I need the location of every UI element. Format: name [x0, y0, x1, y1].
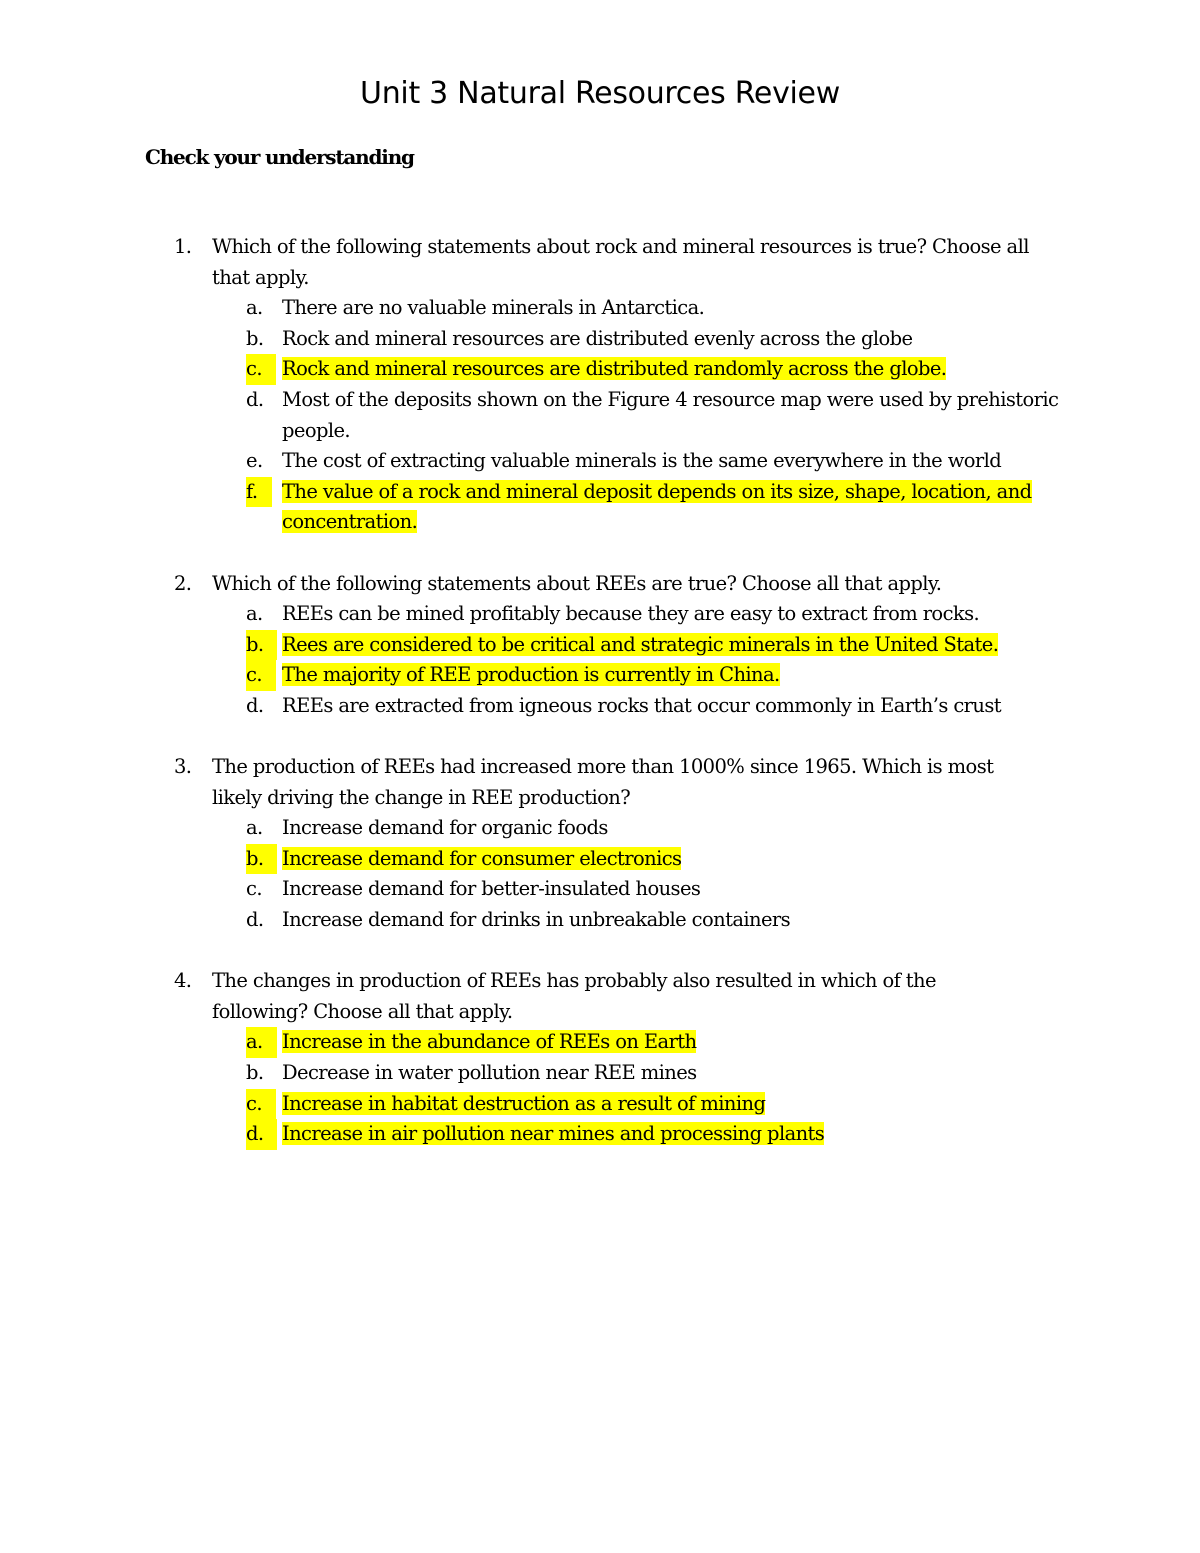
option-letter: b. [246, 630, 277, 661]
question-item [0, 232, 1200, 538]
answer-option [0, 660, 1200, 691]
highlighted-answer-text: Increase demand for consumer electronics [282, 846, 682, 870]
answer-option [0, 1058, 1200, 1089]
option-letter: b. [246, 326, 264, 350]
highlighted-answer-text: Rock and mineral resources are distributed randomly across the globe. [282, 357, 947, 381]
question-text: Which of the following statements about REEs are true? Choose all that apply. [212, 571, 942, 595]
option-letter: c. [246, 877, 262, 901]
answer-option [0, 905, 1200, 936]
answer-option [0, 446, 1200, 477]
option-text: The cost of extracting valuable minerals is the same everywhere in the world [282, 449, 1002, 473]
option-text: Increase demand for organic foods [282, 816, 608, 840]
option-text: REEs can be mined profitably because they are easy to extract from rocks. [282, 602, 980, 626]
question-item [0, 752, 1200, 936]
answer-option [0, 354, 1200, 385]
option-letter: a. [246, 602, 263, 626]
question-text: The production of REEs had increased more than 1000% since 1965. Which is most likely driving the change in REE production? [212, 755, 994, 809]
option-letter: b. [246, 1061, 264, 1085]
answer-option [0, 477, 1200, 538]
option-letter: d. [246, 1119, 277, 1150]
answer-option [0, 324, 1200, 355]
question-list [0, 232, 1200, 1180]
answer-option [0, 1119, 1200, 1150]
question-text: The changes in production of REEs has probably also resulted in which of the following? Choose all that apply. [212, 969, 936, 1023]
question-number: 3. [174, 755, 192, 779]
option-letter: d. [246, 693, 264, 717]
option-letter: e. [246, 449, 263, 473]
answer-option [0, 1027, 1200, 1058]
highlighted-answer-text: Increase in habitat destruction as a result of mining [282, 1091, 766, 1115]
answer-option [0, 599, 1200, 630]
option-text: Decrease in water pollution near REE mines [282, 1061, 697, 1085]
section-heading: Check your understanding [145, 145, 414, 169]
option-letter: d. [246, 908, 264, 932]
option-letter: d. [246, 387, 264, 411]
question-number: 4. [174, 969, 192, 993]
highlighted-answer-text: Rees are considered to be critical and strategic minerals in the United State. [282, 632, 999, 656]
answer-option [0, 691, 1200, 722]
option-text: Most of the deposits shown on the Figure 4 resource map were used by prehistoric people. [282, 387, 1059, 442]
answer-option [0, 630, 1200, 661]
highlighted-answer-text: The value of a rock and mineral deposit depends on its size, shape, location, and concentration. [282, 479, 1032, 534]
option-letter: c. [246, 660, 276, 691]
option-text: There are no valuable minerals in Antarctica. [282, 296, 705, 320]
answer-option [0, 293, 1200, 324]
page-title: Unit 3 Natural Resources Review [360, 76, 840, 111]
question-item [0, 569, 1200, 722]
answer-option [0, 874, 1200, 905]
question-text: Which of the following statements about rock and mineral resources is true? Choose all that apply. [212, 235, 1029, 289]
option-text: REEs are extracted from igneous rocks that occur commonly in Earth’s crust [282, 693, 1001, 717]
option-letter: c. [246, 354, 276, 385]
option-text: Rock and mineral resources are distributed evenly across the globe [282, 326, 913, 350]
highlighted-answer-text: Increase in the abundance of REEs on Earth [282, 1030, 697, 1054]
answer-option [0, 813, 1200, 844]
option-text: Increase demand for better-insulated houses [282, 877, 701, 901]
option-letter: a. [246, 1027, 277, 1058]
question-item [0, 966, 1200, 1150]
option-letter: f. [246, 477, 272, 508]
option-text: Increase demand for drinks in unbreakable containers [282, 908, 791, 932]
question-number: 1. [174, 235, 192, 258]
question-number: 2. [174, 571, 192, 595]
answer-option [0, 1089, 1200, 1120]
option-letter: c. [246, 1089, 276, 1120]
answer-option [0, 385, 1200, 446]
answer-option [0, 844, 1200, 875]
option-letter: b. [246, 844, 277, 875]
highlighted-answer-text: Increase in air pollution near mines and processing plants [282, 1122, 825, 1146]
option-letter: a. [246, 296, 263, 320]
option-letter: a. [246, 816, 263, 840]
highlighted-answer-text: The majority of REE production is currently in China. [282, 663, 780, 687]
